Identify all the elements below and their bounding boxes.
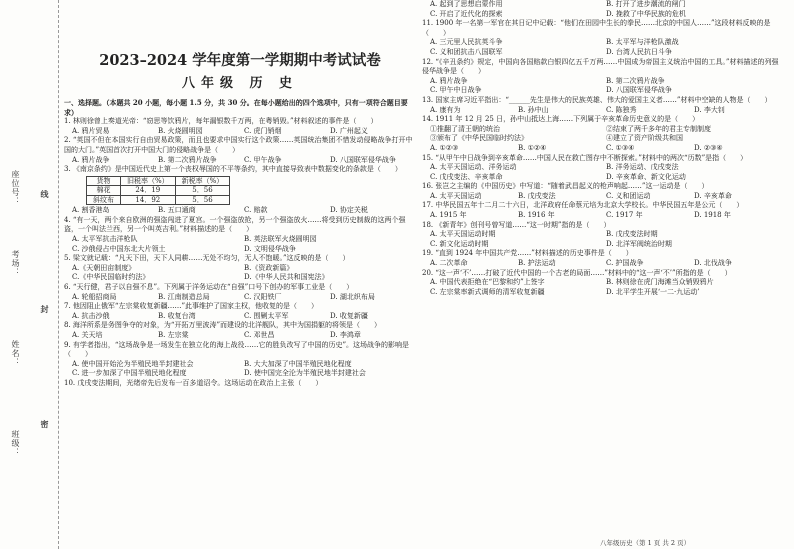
question-stem: 12. “《辛丑条约》规定，中国向各国赔款白银四亿五千万两……中国成为帝国主义统治中国的工具。”材料描述的列强侵华战争是（ ）: [422, 57, 779, 76]
binding-mark-xian: 线: [40, 190, 50, 198]
exam-title: 2023–2024 学年度第一学期期中考试试卷: [99, 52, 381, 69]
answer-option: A. 使中国开始沦为半殖民地半封建社会: [72, 359, 194, 368]
table-header-cell: 货物: [87, 176, 121, 186]
answer-option: A. 太平军抗击洋枪队: [72, 235, 138, 244]
answer-option: A. 1915 年: [430, 211, 467, 220]
answer-option: B. 第二次鸦片战争: [158, 155, 217, 164]
answer-option: B. 林则徐在虎门海滩当众销毁鸦片: [606, 278, 714, 287]
answer-option: D. 湖北织布局: [330, 292, 375, 301]
answer-option: D. 八国联军侵华战争: [330, 155, 396, 164]
answer-option: C. 虎门销烟: [244, 126, 282, 135]
answer-option: B. 江南制造总局: [158, 292, 210, 301]
answer-option: A. 抗击沙俄: [72, 311, 110, 320]
table-header-cell: 新税率（%）: [175, 176, 230, 186]
answer-options: [422, 230, 782, 249]
question-stem: 17. 中华民国五年十二月二十六日，北洋政府任命蔡元培为北京大学校长。中华民国五年是公元（ ）: [422, 201, 744, 210]
answer-option: D. 北洋军阀统治时期: [606, 239, 672, 248]
answer-option: A. 割香港岛: [72, 206, 110, 215]
answer-option: B. 护法运动: [518, 259, 556, 268]
answer-option: C. 1917 年: [606, 211, 643, 220]
answer-option: A. ①②③: [430, 143, 459, 152]
answer-option: D. 李大钊: [694, 105, 725, 114]
answer-option: A. 起到了思想启蒙作用: [430, 0, 503, 8]
answer-option: ③颁布了《中华民国临时约法》: [430, 134, 528, 143]
tariff-table: [86, 176, 230, 206]
answer-option: B. 收复台湾: [158, 311, 196, 320]
answer-option: A. 鸦片战争: [430, 76, 468, 85]
answer-options: [64, 312, 416, 322]
answer-options: [422, 211, 782, 221]
answer-options: [64, 127, 416, 137]
answer-option: D. 北伐战争: [694, 259, 732, 268]
question-stem: 13. 国家主席习近平指出：“______先生是伟大的民族英雄、伟大的爱国主义者……”材料中空缺的人物是（ ）: [422, 95, 772, 104]
answer-options: [422, 38, 782, 57]
question-stem: 15. “从甲午中日战争到辛亥革命……中国人民在救亡图存中不断探索。”材料中的两次“历数”是指（ ）: [422, 153, 748, 162]
answer-options: [64, 156, 416, 166]
answer-option: B. 打开了进步潮流的闸门: [606, 0, 686, 8]
answer-options: [64, 206, 416, 216]
left-column: [64, 0, 416, 540]
answer-option: A. 鸦片贸易: [72, 126, 110, 135]
answer-option: B.《资政新篇》: [244, 263, 294, 272]
answer-option: D. 北平学生开展‘一二·九运动’: [606, 287, 700, 296]
name-label: 姓名：: [11, 340, 20, 367]
question-stem: 6. “天行健，君子以自强不息”。下列属于洋务运动在“自强”口号下创办的军事工业是（ ）: [64, 283, 354, 291]
answer-option: D.《中华人民共和国宪法》: [244, 273, 329, 282]
answer-option: B. 戊戌变法时期: [606, 230, 658, 239]
answer-option: C. 围剿太平军: [244, 311, 289, 320]
left-question-list: [64, 117, 416, 388]
class-label: 班级：: [11, 430, 20, 457]
question-stem: 2. “英国不但在本国实行自由贸易政策，而且也要求中国实行这个政策……英国统治集团不惜发动侵略战争打开中国的大门。”英国首次打开中国大门的侵略战争是（ ）: [64, 136, 413, 154]
answer-option: B. 五口通商: [158, 206, 196, 215]
table-cell: 斜纹布: [87, 195, 121, 205]
question-stem: 9. 有学者指出，“这场战争是一场发生在独立化的海上战役……它的胜负改写了中国的历史”。这场战争的影响是（ ）: [64, 340, 410, 359]
answer-option: C. ①③④: [606, 143, 635, 152]
question-stem: 3. 《南京条约》是中国近代史上第一个丧权辱国的不平等条约，其中直接导致表中数据变化的条款是（ ）: [64, 165, 402, 174]
table-row: [87, 195, 230, 205]
answer-option: D. 八国联军侵华战争: [606, 86, 672, 95]
answer-option: B. 英法联军火烧圆明园: [244, 235, 317, 244]
answer-options: [422, 77, 782, 96]
section-heading: 一、选择题。（本题共 20 小题，每小题 1.5 分，共 30 分。在每小题给出的四个选项中，只有一项符合题目要求）: [64, 98, 408, 117]
answer-option: B. 洋务运动、戊戌变法: [606, 163, 679, 172]
question-stem: 11. 1900 年一名第一军官在其日记中记载：“他们在田园中生长的拳民……北京的中国人……”这段材料反映的是（ ）: [422, 19, 771, 37]
answer-option: B. 左宗棠: [158, 330, 189, 339]
table-cell: 棉花: [87, 186, 121, 196]
answer-options: [422, 125, 782, 144]
answer-option: A. 鸦片战争: [72, 155, 110, 164]
right-column: [422, 0, 782, 540]
answer-options: [422, 106, 782, 116]
answer-option: A. 二次革命: [430, 259, 468, 268]
answer-option: ②结束了两千多年的君主专制制度: [606, 124, 711, 133]
answer-options: [422, 0, 782, 19]
binding-mark-mi: 密: [40, 420, 50, 428]
answer-option: D. 辛亥革命: [694, 191, 732, 200]
answer-option: C. 左宗棠率新式调师的清军收复新疆: [430, 287, 545, 296]
answer-option: D. 收复新疆: [330, 311, 368, 320]
question-stem: 18. 《新青年》创刊号曾写道……“这一时期”指的是（ ）: [422, 220, 611, 229]
question-stem: 10. 戊戌变法期间，光绪帝先后发布一百多道诏令。这场运动在政治上主张（ ）: [64, 378, 323, 387]
answer-option: A. 太平天国运动: [430, 191, 482, 200]
answer-option: B. 太平军与洋枪队激战: [606, 38, 679, 47]
answer-option: A. 中国代表拒绝在“巴黎和约”上签字: [430, 278, 545, 287]
answer-option: C. 邓世昌: [244, 330, 275, 339]
answer-option: B. 戊戌变法: [518, 191, 556, 200]
answer-option: A. 关天培: [72, 330, 103, 339]
answer-option: D. 广州起义: [330, 126, 368, 135]
exam-room-label: 考场：: [11, 250, 20, 277]
answer-option: A. 轮船招商局: [72, 292, 117, 301]
answer-option: A. 太平天国运动、洋务运动: [430, 163, 517, 172]
answer-option: C. 沙俄侵占中国东北大片领土: [72, 244, 166, 253]
answer-option: ④建立了资产阶级共和国: [606, 134, 683, 143]
table-header-cell: 旧税率（%）: [121, 176, 176, 186]
answer-option: C. 义和团抗击八国联军: [430, 47, 503, 56]
question-stem: 7. 他因阻止俄军“左宗棠收复新疆……”此事维护了国家主权，他收复的是（ ）: [64, 302, 319, 311]
right-question-list: [422, 0, 782, 297]
answer-options: [422, 144, 782, 154]
answer-option: B. 孙中山: [518, 105, 549, 114]
answer-option: B. 第二次鸦片战争: [606, 76, 665, 85]
answer-option: A. 太平天国运动时期: [430, 230, 496, 239]
question-stem: 4. “有一天，两个来自欧洲的强盗闯进了夏宫。一个强盗放抢，另一个强盗放火……将受到历史制裁的这两个强盗，一个叫法兰西，另一个叫英吉利。”材料描述的是（ ）: [64, 215, 406, 234]
answer-option: B. ①②④: [518, 143, 547, 152]
table-cell: 14．92: [121, 195, 176, 205]
answer-option: C. 汉阳铁厂: [244, 292, 282, 301]
answer-option: C. 护国战争: [606, 259, 644, 268]
answer-option: D. 挽救了中华民族的危机: [606, 9, 686, 18]
answer-option: C. 甲午战争: [244, 155, 282, 164]
exam-subtitle: 八年级 历 史: [181, 76, 299, 91]
table-row: [87, 186, 230, 196]
binding-margin: [0, 0, 59, 549]
answer-option: C. 戊戌变法、辛亥革命: [430, 172, 503, 181]
answer-options: [64, 293, 416, 303]
question-stem: 16. 张岂之主编的《中国历史》中写道：“随着武昌起义的枪声响起……”这一运动是（ ）: [422, 182, 709, 191]
answer-option: C. 开启了近代化的探索: [430, 9, 503, 18]
answer-options: [422, 278, 782, 297]
answer-option: C. 甲午中日战争: [430, 86, 482, 95]
answer-option: C. 赔款: [244, 206, 268, 215]
answer-option: B. 1916 年: [518, 211, 555, 220]
answer-options: [64, 264, 416, 283]
answer-option: D. 使中国完全沦为半殖民地半封建社会: [244, 369, 366, 378]
question-stem: 19. “直到 1924 年中国共产党……”材料描述的历史事件是（ ）: [422, 249, 633, 258]
binding-mark-feng: 封: [40, 305, 50, 313]
question-stem: 5. 梁文就记载：“凡天下田，天下人同耕……无处不均匀，无人不饱暖。”这反映的是（ ）: [64, 254, 350, 263]
answer-option: B. 火烧圆明园: [158, 126, 203, 135]
question-stem: 1. 林则徐曾上奏道光帝：“窃思等饮鸦片，每年漏银数千万两，在粤销毁。”材料叙述的事件是（ ）: [64, 117, 378, 126]
answer-options: [64, 360, 416, 379]
table-cell: 5．56: [175, 195, 230, 205]
answer-options: [64, 331, 416, 341]
question-stem: 8. 海洋所系是务图争夺的对象，为“开拓万里波涛”而建设的北洋舰队，其中为国捐躯的将领是（ ）: [64, 321, 382, 330]
table-cell: 5．56: [175, 186, 230, 196]
answer-option: D. 1918 年: [694, 211, 731, 220]
answer-option: C. 陈独秀: [606, 105, 637, 114]
answer-option: D. ②③④: [694, 143, 723, 152]
answer-option: B. 大大加深了中国半殖民地化程度: [244, 359, 352, 368]
answer-option: ①推翻了清王朝的统治: [430, 124, 500, 133]
answer-options: [422, 163, 782, 182]
answer-options: [422, 259, 782, 269]
question-stem: 14. 1911 年 12 月 25 日，孙中山抵达上海……下列属于辛亥革命历史意义的是（ ）: [422, 115, 700, 124]
answer-option: D. 辛亥革命、新文化运动: [606, 172, 686, 181]
answer-option: A.《天朝田亩制度》: [72, 263, 136, 272]
seat-number-label: 座位号：: [11, 170, 20, 206]
answer-option: A. 康有为: [430, 105, 461, 114]
page-footer: 八年级历史（第 1 页 共 2 页）: [600, 539, 691, 547]
answer-options: [64, 235, 416, 254]
question-stem: 20. “这一声‘不’……打破了近代中国的一个古老的局面……”材料中的“这一声‘不’”所指的是（ ）: [422, 268, 732, 277]
answer-option: D. 台湾人民抗日斗争: [606, 47, 672, 56]
table-cell: 24．19: [121, 186, 176, 196]
answer-option: C. 义和团运动: [606, 191, 651, 200]
answer-option: A. 三元里人民抗英斗争: [430, 38, 503, 47]
answer-option: D. 文明侵华战争: [244, 244, 296, 253]
answer-option: C. 新文化运动时期: [430, 239, 489, 248]
answer-option: D. 协定关税: [330, 206, 368, 215]
answer-option: C. 进一步加深了中国半殖民地化程度: [72, 369, 187, 378]
answer-option: D. 李鸿章: [330, 330, 361, 339]
answer-option: C.《中华民国临时约法》: [72, 273, 150, 282]
